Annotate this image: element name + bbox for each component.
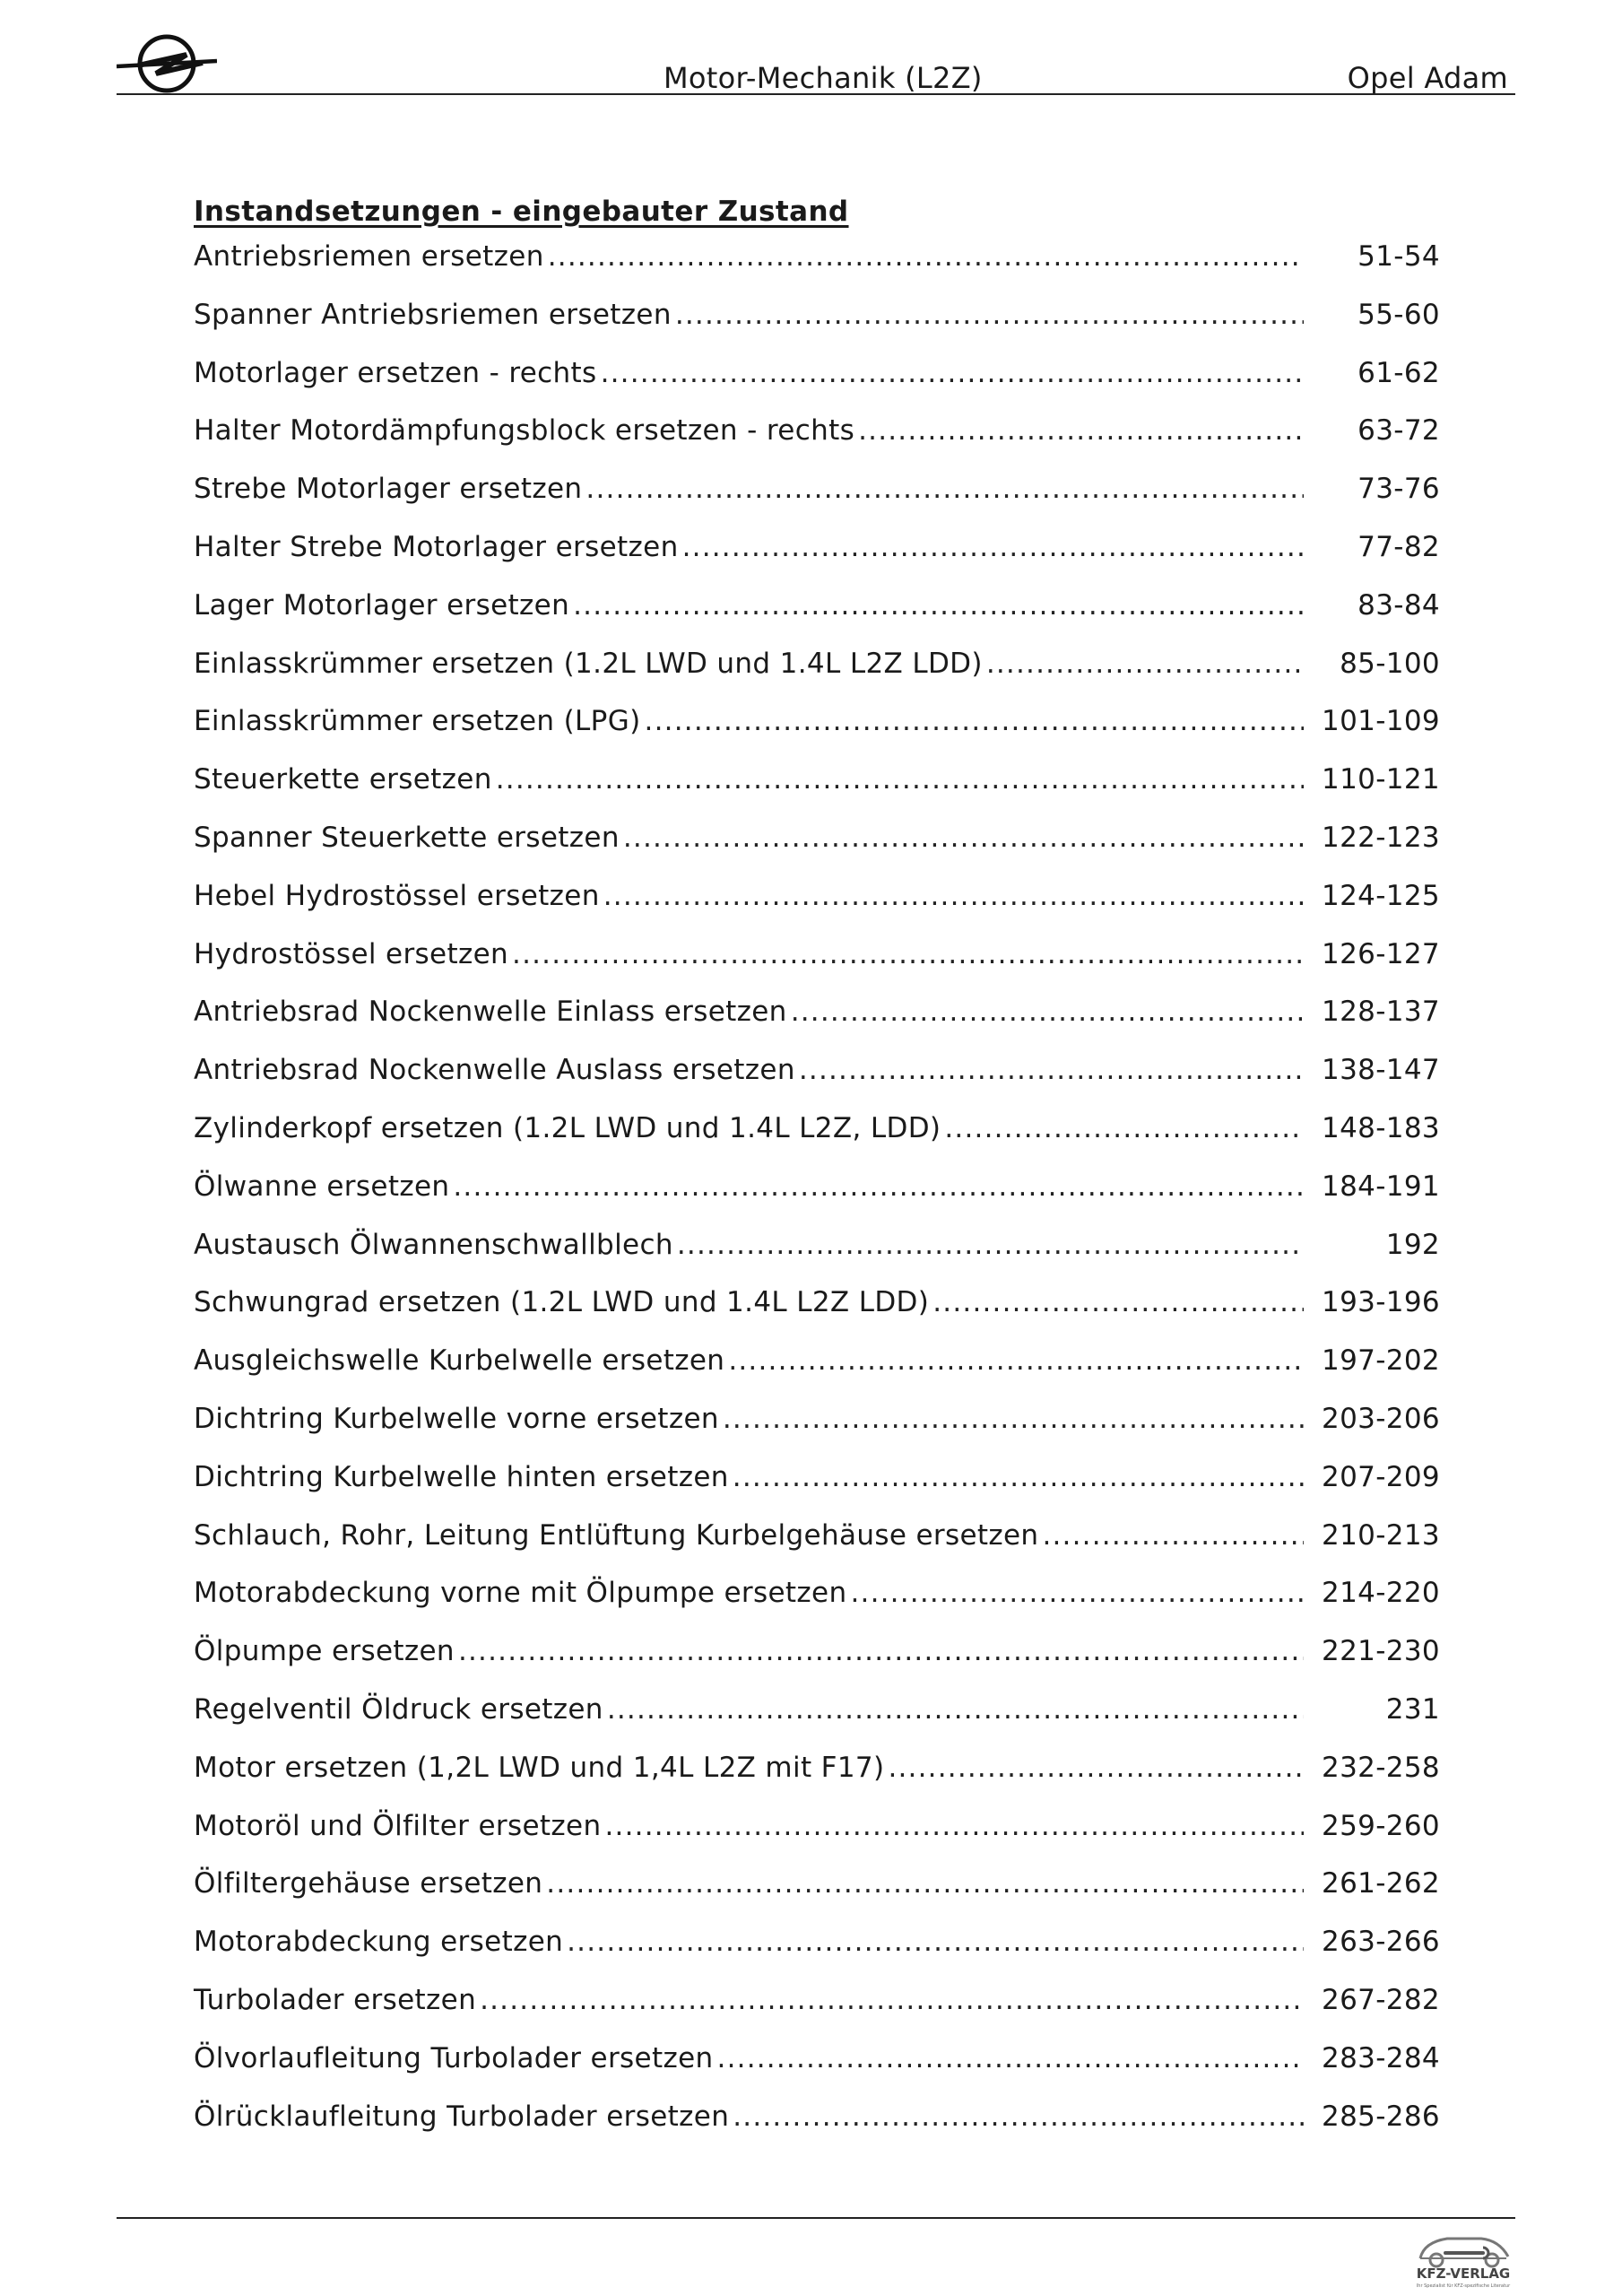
toc-entry[interactable] [194,1170,1440,1229]
toc-entry-label: Dichtring Kurbelwelle hinten ersetzen [194,1460,729,1493]
toc-leader-dots [858,414,1304,447]
toc-entry[interactable] [194,2100,1440,2159]
toc-entry[interactable] [194,1693,1440,1752]
toc-leader-dots [675,299,1304,331]
header-divider [117,93,1515,95]
toc-entry[interactable] [194,996,1440,1054]
toc-entry-pages: 122-123 [1322,821,1440,854]
toc-entry[interactable] [194,473,1440,531]
toc-leader-dots [932,1286,1304,1318]
toc-leader-dots [573,589,1304,622]
toc-entry-pages: 192 [1385,1228,1440,1261]
toc-leader-dots [1042,1519,1304,1552]
toc-entry-pages: 210-213 [1322,1518,1440,1552]
toc-entry-pages: 193-196 [1322,1286,1440,1319]
toc-entry-pages: 55-60 [1357,298,1440,331]
toc-entry-label: Motorabdeckung ersetzen [194,1926,564,1959]
toc-entry-pages: 207-209 [1322,1460,1440,1493]
toc-entry[interactable] [194,1984,1440,2042]
opel-blitz-icon [117,27,217,100]
toc-leader-dots [850,1577,1304,1609]
toc-entry[interactable] [194,1344,1440,1403]
toc-entry-label: Strebe Motorlager ersetzen [194,473,583,506]
toc-entry-pages: 285-286 [1322,2100,1440,2133]
toc-entry[interactable] [194,414,1440,473]
toc-leader-dots [567,1926,1304,1958]
toc-entry-label: Motorabdeckung vorne mit Ölpumpe ersetzen [194,1577,847,1610]
toc-entry-pages: 232-258 [1322,1751,1440,1784]
toc-entry-label: Zylinderkopf ersetzen (1.2L LWD und 1.4L L2Z, LDD) [194,1111,941,1144]
toc-entry-label: Motorlager ersetzen - rechts [194,356,597,389]
toc-entry-label: Motor ersetzen (1,2L LWD und 1,4L L2Z mit F17) [194,1751,885,1784]
toc-entry-label: Regelventil Öldruck ersetzen [194,1692,603,1726]
section-title: Instandsetzungen - eingebauter Zustand [194,196,849,228]
toc-leader-dots [512,938,1304,970]
toc-entry-label: Ölpumpe ersetzen [194,1635,455,1668]
toc-leader-dots [677,1229,1304,1261]
toc-entry-label: Austausch Ölwannenschwallblech [194,1228,673,1261]
toc-entry-pages: 128-137 [1322,996,1440,1029]
toc-entry-label: Hebel Hydrostössel ersetzen [194,879,600,912]
toc-leader-dots [728,1344,1304,1377]
toc-leader-dots [723,1403,1304,1435]
toc-leader-dots [888,1752,1304,1784]
toc-entry-pages: 126-127 [1322,937,1440,970]
toc-entry-label: Dichtring Kurbelwelle vorne ersetzen [194,1402,719,1435]
toc-entry[interactable] [194,880,1440,938]
toc-leader-dots [458,1635,1304,1667]
toc-entry[interactable] [194,1112,1440,1170]
toc-leader-dots [453,1170,1304,1203]
toc-leader-dots [585,473,1304,505]
footer-divider [117,2217,1515,2219]
toc-leader-dots [604,1810,1304,1842]
toc-entry-pages: 61-62 [1357,356,1440,389]
toc-entry[interactable] [194,705,1440,763]
toc-entry[interactable] [194,763,1440,822]
toc-entry-pages: 73-76 [1357,473,1440,506]
toc-entry-label: Halter Strebe Motorlager ersetzen [194,530,679,563]
toc-entry-label: Turbolader ersetzen [194,1983,477,2016]
publisher-name: KFZ-VERLAG [1416,2266,1511,2282]
toc-entry[interactable] [194,1752,1440,1810]
toc-entry-label: Hydrostössel ersetzen [194,937,509,970]
toc-entry-pages: 263-266 [1322,1926,1440,1959]
toc-entry[interactable] [194,589,1440,648]
toc-entry-label: Lager Motorlager ersetzen [194,588,570,622]
toc-entry[interactable] [194,1054,1440,1112]
toc-entry-pages: 138-147 [1322,1054,1440,1087]
toc-entry[interactable] [194,1867,1440,1926]
toc-entry-label: Ölrücklaufleitung Turbolader ersetzen [194,2100,730,2133]
toc-entry[interactable] [194,1229,1440,1287]
toc-entry-label: Antriebsrad Nockenwelle Einlass ersetzen [194,996,787,1029]
toc-entry-label: Ölvorlaufleitung Turbolader ersetzen [194,2041,714,2074]
toc-entry[interactable] [194,1926,1440,1984]
toc-entry[interactable] [194,240,1440,299]
toc-entry[interactable] [194,822,1440,880]
table-of-contents [194,240,1440,2158]
toc-entry-pages: 101-109 [1322,705,1440,738]
toc-leader-dots [623,822,1304,854]
toc-leader-dots [733,2100,1304,2133]
toc-entry-pages: 261-262 [1322,1867,1440,1900]
toc-entry-label: Einlasskrümmer ersetzen (LPG) [194,705,641,738]
page-header [117,18,1515,95]
toc-entry-pages: 214-220 [1322,1577,1440,1610]
brand-name: Opel Adam [1347,61,1508,95]
toc-leader-dots [496,763,1304,796]
toc-entry[interactable] [194,938,1440,996]
toc-entry[interactable] [194,531,1440,589]
toc-leader-dots [944,1112,1304,1144]
toc-entry-pages: 267-282 [1322,1983,1440,2016]
toc-entry-pages: 221-230 [1322,1635,1440,1668]
toc-entry[interactable] [194,1461,1440,1519]
toc-entry-pages: 283-284 [1322,2041,1440,2074]
toc-entry-label: Spanner Steuerkette ersetzen [194,821,620,854]
toc-entry[interactable] [194,1403,1440,1461]
toc-entry-label: Ausgleichswelle Kurbelwelle ersetzen [194,1344,725,1378]
toc-entry-pages: 51-54 [1357,240,1440,273]
toc-leader-dots [799,1054,1304,1086]
toc-entry-label: Steuerkette ersetzen [194,763,492,796]
toc-leader-dots [607,1693,1304,1726]
toc-entry[interactable] [194,648,1440,706]
toc-entry-label: Einlasskrümmer ersetzen (1.2L LWD und 1.4L L2Z LDD) [194,647,983,680]
toc-entry-pages: 259-260 [1322,1809,1440,1842]
toc-entry-pages: 184-191 [1322,1170,1440,1203]
toc-entry[interactable] [194,1810,1440,1868]
toc-entry-pages: 203-206 [1322,1402,1440,1435]
toc-leader-dots [480,1984,1304,2016]
toc-entry-pages: 197-202 [1322,1344,1440,1378]
toc-entry-pages: 77-82 [1357,530,1440,563]
toc-entry-label: Spanner Antriebsriemen ersetzen [194,298,672,331]
toc-entry-pages: 110-121 [1322,763,1440,796]
toc-entry-label: Antriebsrad Nockenwelle Auslass ersetzen [194,1054,795,1087]
toc-entry[interactable] [194,1286,1440,1344]
kfz-verlag-car-wrench-icon [1406,2222,1521,2292]
toc-entry-pages: 148-183 [1322,1111,1440,1144]
toc-entry-label: Halter Motordämpfungsblock ersetzen - rechts [194,414,855,448]
toc-entry-pages: 231 [1385,1692,1440,1726]
document-title: Motor-Mechanik (L2Z) [664,61,983,95]
publisher-tagline: Ihr Spezialist für KFZ-spezifische Literatur [1416,2283,1511,2289]
toc-entry-pages: 83-84 [1357,588,1440,622]
toc-entry-label: Ölwanne ersetzen [194,1170,450,1203]
toc-entry-label: Ölfiltergehäuse ersetzen [194,1867,543,1900]
toc-entry[interactable] [194,1577,1440,1635]
toc-entry-pages: 124-125 [1322,879,1440,912]
toc-leader-dots [601,357,1304,389]
toc-entry[interactable] [194,357,1440,415]
toc-leader-dots [733,1461,1304,1493]
toc-leader-dots [791,996,1304,1028]
toc-entry[interactable] [194,2042,1440,2100]
toc-entry-label: Motoröl und Ölfilter ersetzen [194,1809,602,1842]
toc-entry[interactable] [194,1519,1440,1578]
toc-leader-dots [986,648,1304,680]
toc-entry-pages: 63-72 [1357,414,1440,448]
toc-leader-dots [548,240,1304,273]
toc-entry[interactable] [194,299,1440,357]
toc-entry-label: Antriebsriemen ersetzen [194,240,544,273]
toc-entry-label: Schlauch, Rohr, Leitung Entlüftung Kurbelgehäuse ersetzen [194,1518,1039,1552]
toc-entry[interactable] [194,1635,1440,1693]
toc-leader-dots [603,880,1304,912]
toc-leader-dots [717,2042,1304,2074]
toc-leader-dots [546,1867,1304,1900]
toc-entry-pages: 85-100 [1340,647,1440,680]
toc-entry-label: Schwungrad ersetzen (1.2L LWD und 1.4L L2Z LDD) [194,1286,930,1319]
toc-leader-dots [682,531,1304,563]
toc-leader-dots [645,705,1304,737]
